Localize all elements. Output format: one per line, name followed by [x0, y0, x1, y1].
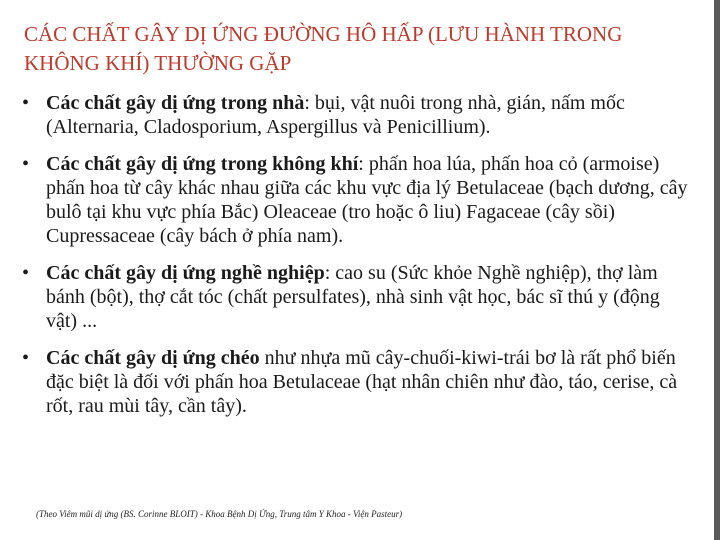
- bullet-heading: Các chất gây dị ứng trong nhà: [46, 92, 305, 114]
- bullet-heading: Các chất gây dị ứng chéo: [46, 347, 260, 369]
- bullet-text: : cao su (Sức khỏe Nghề nghiệp), thợ làm bánh (bột), thợ cắt tóc (chất persulfates), nhà sinh vật học, bác sĩ thú y (động vật) ...: [46, 262, 660, 332]
- bullet-list: [22, 91, 692, 431]
- bullet-occupational-allergens: [22, 261, 692, 333]
- bullet-text: : bụi, vật nuôi trong nhà, gián, nấm mốc (Alternaria, Cladosporium, Aspergillus và Penicillium).: [46, 92, 625, 138]
- bullet-cross-allergens: [22, 346, 692, 418]
- bullet-heading: Các chất gây dị ứng nghề nghiệp: [46, 262, 325, 284]
- bullet-text: : phấn hoa lúa, phấn hoa cỏ (armoise) phấn hoa từ cây khác nhau giữa các khu vực địa lý Betulaceae (bạch dương, cây bulô tại khu vực phía Bắc) Oleaceae (tro hoặc ô liu) Fagaceae (cây sồi) Cupressaceae (cây bách ở phía nam).: [46, 153, 688, 247]
- bullet-airborne-allergens: [22, 152, 692, 248]
- bullet-heading: Các chất gây dị ứng trong không khí: [46, 153, 359, 175]
- bullet-dot-icon: •: [22, 262, 30, 284]
- bullet-dot-icon: •: [22, 347, 30, 369]
- bullet-indoor-allergens: [22, 91, 692, 139]
- bullet-dot-icon: •: [22, 92, 30, 114]
- right-edge-bar: [714, 0, 720, 540]
- bullet-dot-icon: •: [22, 153, 30, 175]
- bullet-text: như nhựa mũ cây-chuối-kiwi-trái bơ là rất phổ biến đặc biệt là đối với phấn hoa Betulaceae (hạt nhân chiên như đào, táo, cerise, cà rốt, rau mùi tây, cần tây).: [46, 347, 678, 417]
- slide-title: CÁC CHẤT GÂY DỊ ỨNG ĐƯỜNG HÔ HẤP (LƯU HÀNH TRONG KHÔNG KHÍ) THƯỜNG GẶP: [24, 22, 623, 75]
- source-footnote: (Theo Viêm mũi dị ứng (BS. Corinne BLOIT) - Khoa Bệnh Dị Ứng, Trung tâm Y Khoa - Viện Pasteur): [36, 509, 403, 519]
